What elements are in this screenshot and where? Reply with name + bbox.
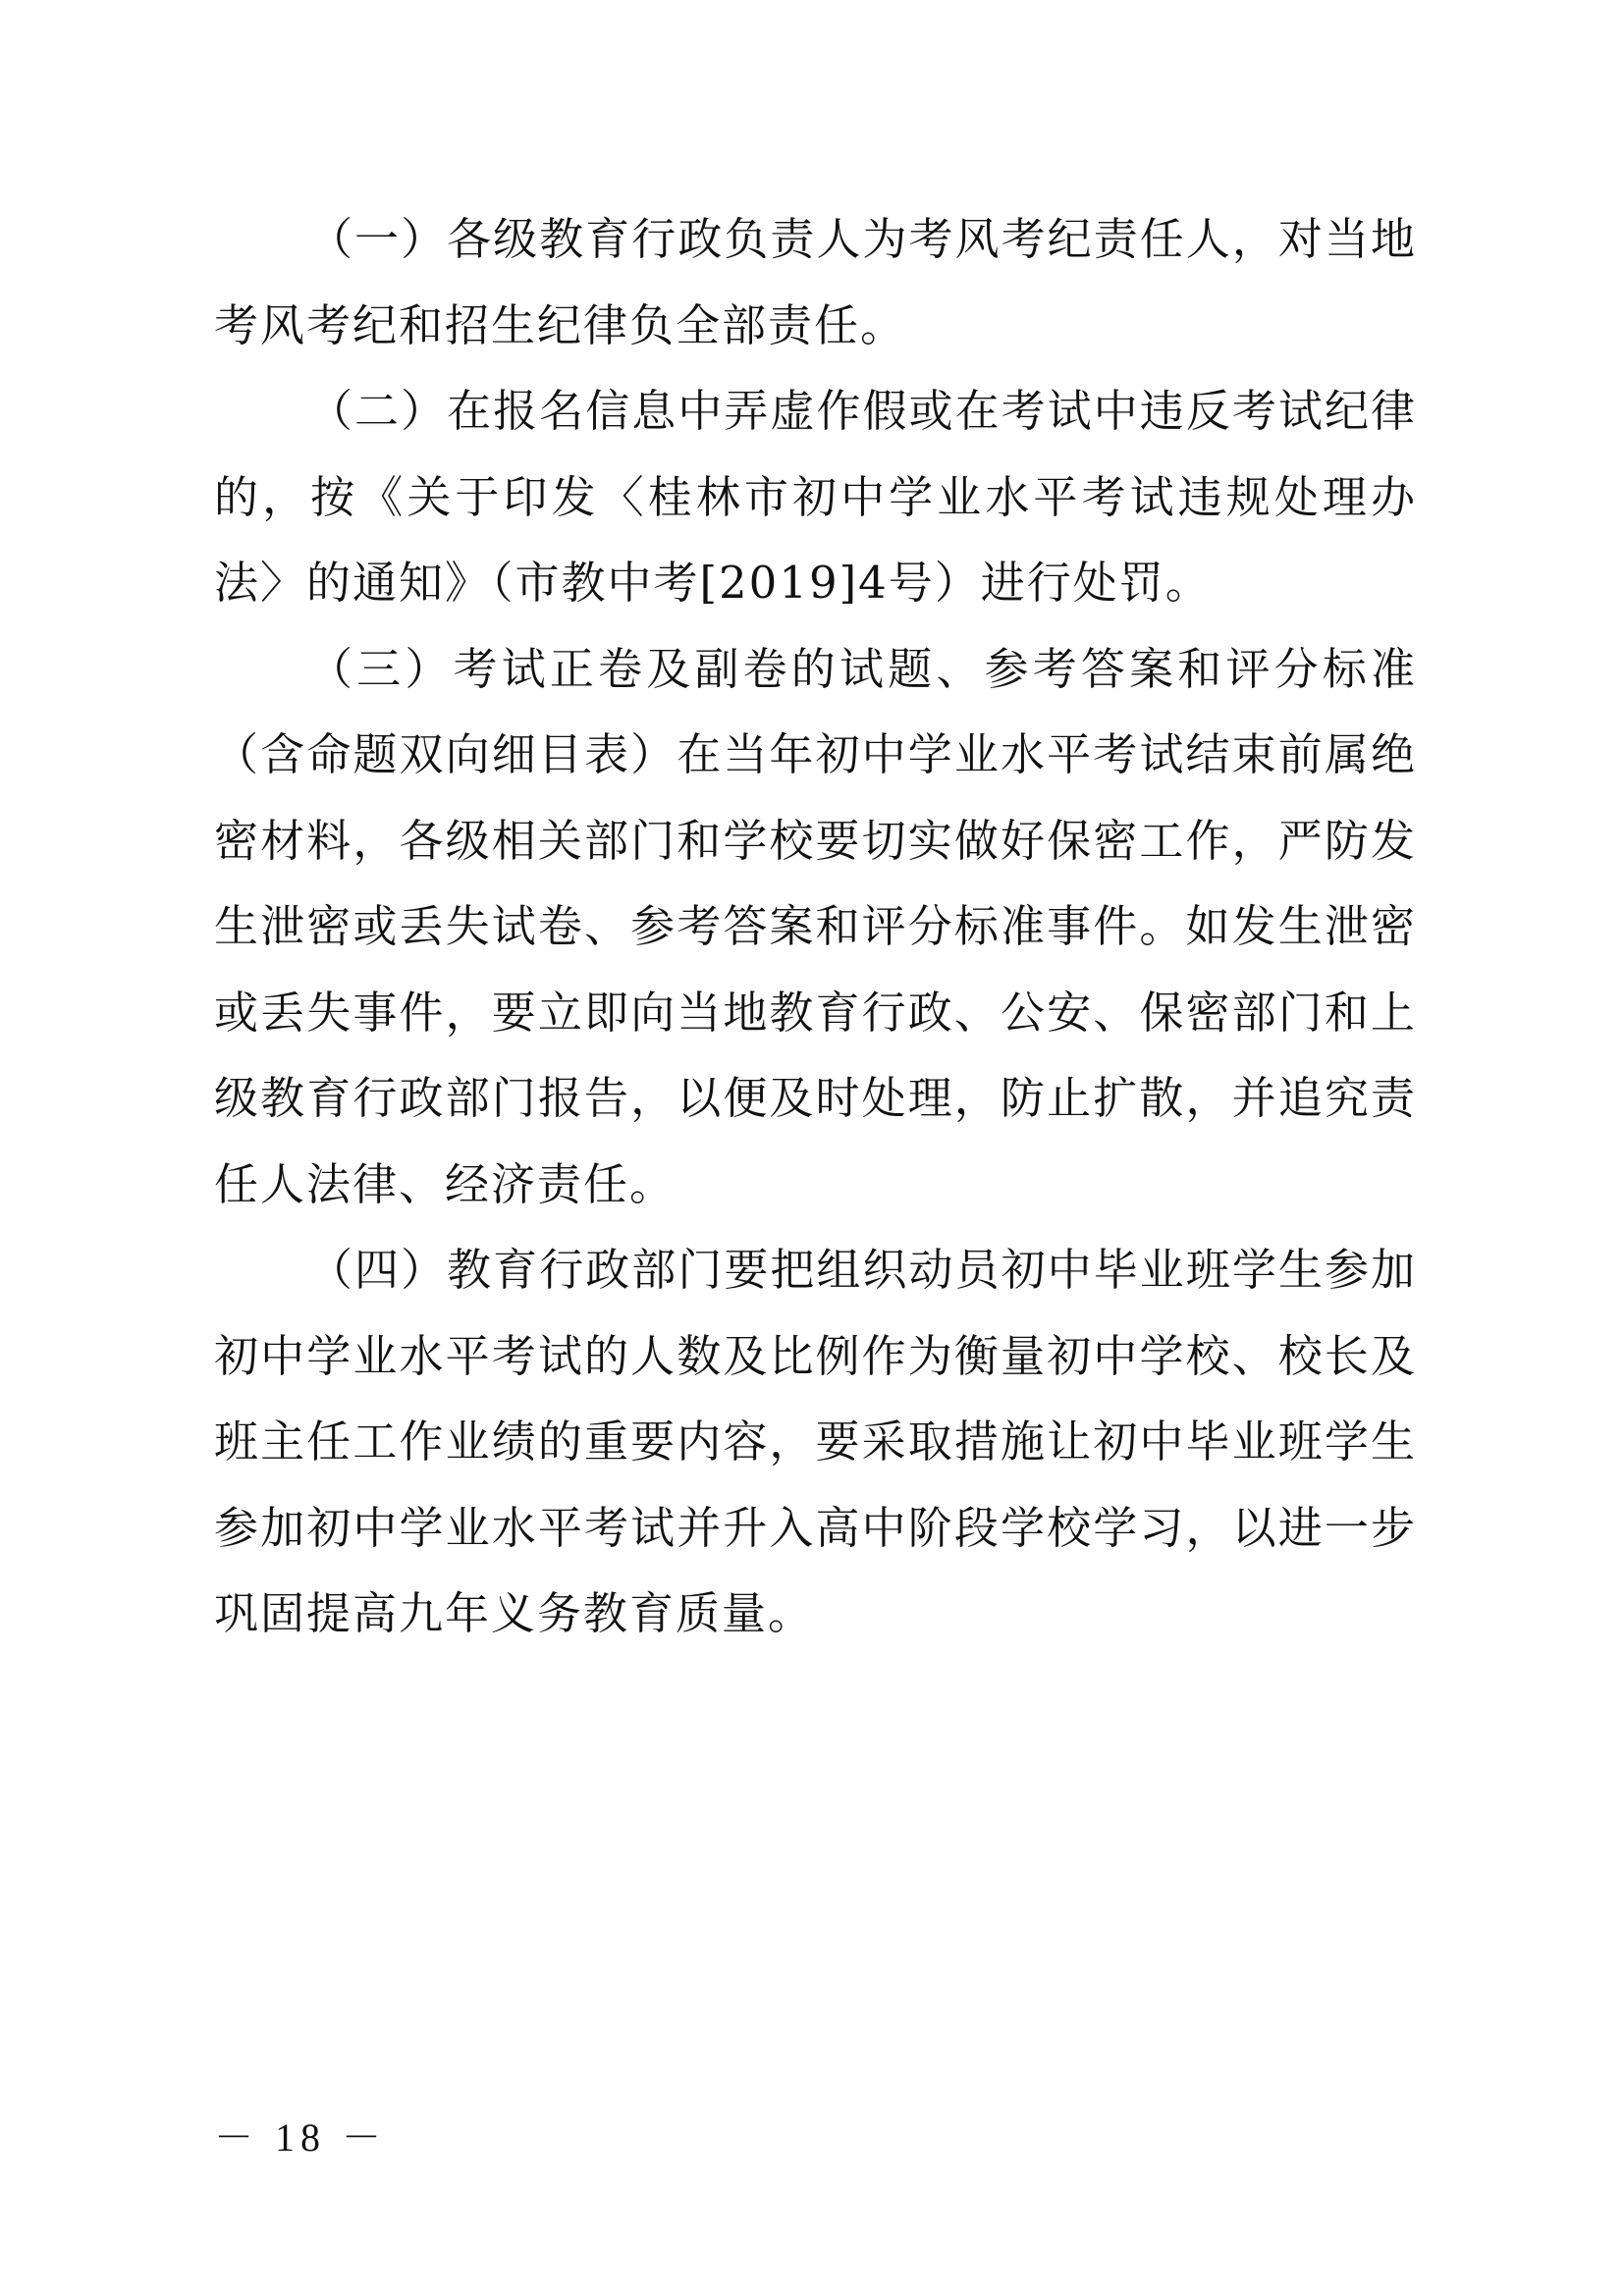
paragraph-3: （三）考试正卷及副卷的试题、参考答案和评分标准（含命题双向细目表）在当年初中学业水平考试结束前属绝密材料，各级相关部门和学校要切实做好保密工作，严防发生泄密或丢失试卷、参考答案和评分标准事件。如发生泄密或丢失事件，要立即向当地教育行政、公安、保密部门和上级教育行政部门报告，以便及时处理，防止扩散，并追究责任人法律、经济责任。 — [214, 642, 1417, 1210]
paragraph-4: （四）教育行政部门要把组织动员初中毕业班学生参加初中学业水平考试的人数及比例作为衡量初中学校、校长及班主任工作业绩的重要内容，要采取措施让初中毕业班学生参加初中学业水平考试并升入高中阶段学校学习，以进一步巩固提高九年义务教育质量。 — [214, 1244, 1417, 1639]
document-body — [214, 196, 1417, 1657]
paragraph-1: （一）各级教育行政负责人为考风考纪责任人，对当地考风考纪和招生纪律负全部责任。 — [214, 213, 1417, 351]
page-number: － 18 － — [214, 2115, 387, 2160]
paragraph-2: （二）在报名信息中弄虚作假或在考试中违反考试纪律的，按《关于印发〈桂林市初中学业水平考试违规处理办法〉的通知》（市教中考[2019]4号）进行处罚。 — [214, 385, 1417, 609]
